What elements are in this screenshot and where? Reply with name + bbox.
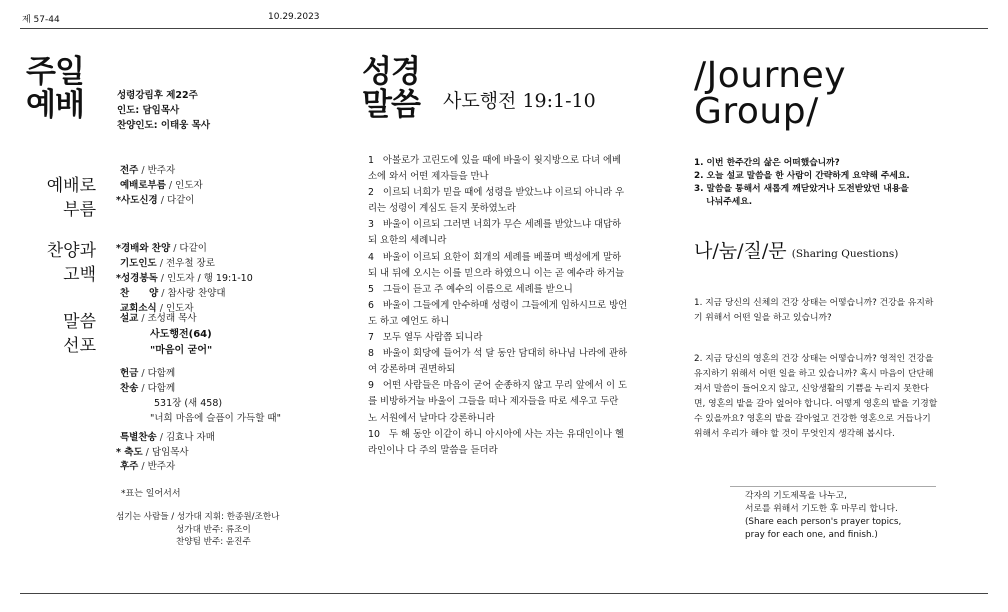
question-line: 져서 말씀이 들어오지 않고, 신앙생활의 기쁨을 누리지 못한다 <box>694 384 929 394</box>
order-praise-list <box>116 241 253 316</box>
servers-band: 찬양팀 반주: 윤진주 <box>176 537 251 547</box>
question-line: 1. 지금 당신의 신체의 건강 상태는 어떻습니까? 건강을 유지하 <box>694 298 934 308</box>
order-item: 찬 양 / 참사랑 찬양대 <box>120 288 226 299</box>
order-item: *경배와 찬양 / 다같이 <box>116 243 207 254</box>
order-item: 특별찬송 / 김효나 자매 <box>120 432 215 443</box>
order-item-who: 다같이 <box>179 243 207 254</box>
worship-info <box>117 88 210 133</box>
scripture-line: 도 하고 예언도 하니 <box>368 315 450 327</box>
scripture-line: 되 요한의 세례니라 <box>368 235 447 247</box>
scripture-line: 5 그들이 듣고 주 예수의 이름으로 세례를 받으니 <box>368 283 573 295</box>
prayer-block <box>745 490 901 542</box>
preacher: 조성래 목사 <box>147 313 197 324</box>
scripture-line: 라인이나 다 주의 말씀을 듣더라 <box>368 444 498 456</box>
prayer-line: (Share each person's prayer topics, <box>745 517 902 527</box>
servers-conductor: 성가대 지휘: 한종원/조한나 <box>176 512 280 522</box>
hymn-number: 531장 (새 458) <box>154 398 223 409</box>
section-label-praise <box>30 239 96 287</box>
intro-question: 2. 오늘 설교 말씀을 한 사람이 간략하게 요약해 주세요. <box>694 171 910 181</box>
scripture-line: 노 서원에서 날마다 강론하니라 <box>368 412 495 424</box>
issue-date: 10.29.2023 <box>268 12 320 22</box>
hymn-label: 찬송 <box>120 383 139 394</box>
order-item-who: 인도자 / 행 19:1-10 <box>166 273 253 284</box>
scripture-line: 6 바울이 그들에게 안수하매 성령이 그들에게 임하시므로 방언 <box>368 299 628 311</box>
sharing-title: 나/눔/질/문 <box>694 240 787 262</box>
scripture-title-line1: 성경 <box>362 54 420 90</box>
question-line: 위해서 우리가 해야 할 것이 무엇인지 생각해 봅시다. <box>694 429 895 439</box>
scripture-line: 2 이르되 너희가 믿을 때에 성령을 받았느냐 이르되 아니라 우 <box>368 187 625 199</box>
order-item-name: *성경봉독 <box>116 273 158 284</box>
section-word-line2: 선포 <box>63 336 96 356</box>
worship-title-line1: 주일 <box>26 54 84 90</box>
journey-title-line2: Group/ <box>694 91 819 132</box>
order-item-name: 예배로부름 <box>120 180 166 191</box>
question-line: 수 있을까요? 영혼의 밭을 갈아엎고 건강한 영혼으로 거듭나기 <box>694 414 931 424</box>
issue-number: 제 57-44 <box>22 15 60 25</box>
order-item: 기도인도 / 전우철 장로 <box>120 258 215 269</box>
top-rule <box>20 28 988 29</box>
offering-hymn-block <box>120 366 281 426</box>
section-call-line1: 예배로 <box>46 176 96 196</box>
order-item-who: 전우철 장로 <box>165 258 215 269</box>
order-item-name: 전주 <box>120 165 139 176</box>
sharing-header <box>694 236 898 263</box>
servers-line <box>116 511 279 524</box>
scripture-line: 를 비방하거늘 바울이 그들을 떠나 제자들을 따로 세우고 두란 <box>368 396 619 408</box>
scripture-line: 8 바울이 회당에 들어가 석 달 동안 담대히 하나님 나라에 관하 <box>368 348 628 360</box>
scripture-text <box>368 153 643 459</box>
worship-title-line2: 예배 <box>26 87 84 123</box>
order-item-who: 반주자 <box>147 461 176 472</box>
sermon-block <box>120 311 212 359</box>
question-line: 2. 지금 당신의 영혼의 건강 상태는 어떻습니까? 영적인 건강을 <box>694 354 934 364</box>
hymn-name: "너희 마음에 슬픔이 가득할 때" <box>150 413 281 424</box>
prayer-line: 서로를 위해서 기도한 후 마무리 합니다. <box>745 504 898 514</box>
order-item-who: 다같이 <box>166 195 195 206</box>
scripture-line: 10 두 해 동안 이같이 하니 아시아에 사는 자는 유대인이나 헬 <box>368 428 624 440</box>
bottom-rule <box>20 593 988 594</box>
prayer-divider <box>730 486 936 487</box>
order-item-who: 참사랑 찬양대 <box>167 288 226 299</box>
scripture-title <box>362 56 420 122</box>
scripture-line: 리는 성령이 계심도 듣지 못하였노라 <box>368 203 516 215</box>
sermon-line: 설교 / 조성래 목사 <box>120 313 197 324</box>
sharing-subtitle: (Sharing Questions) <box>791 248 899 260</box>
question-line: 기 위해서 어떤 일을 하고 있습니까? <box>694 313 832 323</box>
section-word-line1: 말씀 <box>63 312 96 332</box>
order-item: *사도신경 / 다같이 <box>116 195 195 206</box>
prayer-line: pray for each one, and finish.) <box>745 530 878 540</box>
intro-question: 1. 이번 한주간의 삶은 어떠했습니까? <box>694 158 840 168</box>
order-item: 예배로부름 / 인도자 <box>120 180 203 191</box>
section-label-word <box>34 310 96 358</box>
order-item: *성경봉독 / 인도자 / 행 19:1-10 <box>116 273 253 284</box>
order-item-who: 인도자 <box>175 180 203 191</box>
hymn-line: 찬송 / 다함께 <box>120 383 176 394</box>
journey-intro <box>694 157 910 209</box>
standing-note: *표는 일어서서 <box>121 489 181 499</box>
order-item-name: *경배와 찬양 <box>116 243 171 254</box>
offering-who: 다함께 <box>147 368 176 379</box>
scripture-title-line2: 말씀 <box>362 87 420 123</box>
scripture-line: 9 어떤 사람들은 마음이 굳어 순종하지 않고 무리 앞에서 이 도 <box>368 380 628 392</box>
scripture-line: 3 바울이 이르되 그러면 너희가 무슨 세례를 받았느냐 대답하 <box>368 219 622 231</box>
scripture-line: 1 아볼로가 고린도에 있을 때에 바울이 윗지방으로 다녀 에베 <box>368 155 622 166</box>
scripture-line: 4 바울이 이르되 요한이 회개의 세례를 베풀며 백성에게 말하 <box>368 251 622 263</box>
order-item-who: 반주자 <box>147 165 176 176</box>
closing-list <box>116 431 215 475</box>
offering-line: 헌금 / 다함께 <box>120 368 176 379</box>
servers-accompanist: 성가대 반주: 류조이 <box>176 524 251 535</box>
offering-label: 헌금 <box>120 368 139 379</box>
order-item-name: 기도인도 <box>120 258 157 269</box>
sermon-passage: 사도행전(64) <box>150 329 212 340</box>
scripture-line: 7 모두 열두 사람쯤 되니라 <box>368 332 483 344</box>
order-item-who: 담임목사 <box>151 446 189 458</box>
order-item-name: 특별찬송 <box>120 432 157 443</box>
order-item: 전주 / 반주자 <box>120 165 176 176</box>
scripture-reference: 사도행전 19:1-10 <box>443 90 596 112</box>
hymn-who: 다함께 <box>147 383 176 394</box>
section-label-call <box>34 174 96 222</box>
order-item-name: * 축도 <box>116 446 143 458</box>
journey-title <box>694 55 847 132</box>
sharing-question-1 <box>694 296 933 326</box>
scripture-line: 되 내 뒤에 오시는 이를 믿으라 하였으니 이는 곧 예수라 하거늘 <box>368 267 625 279</box>
scripture-line: 여 강론하며 권면하되 <box>368 364 456 376</box>
order-item-name: 찬 양 <box>120 288 159 299</box>
intro-question: 나눠주세요. <box>694 197 753 207</box>
servers-block <box>116 511 279 549</box>
order-call-list <box>116 163 203 208</box>
worship-leader: 인도: 담임목사 <box>117 105 180 116</box>
servers-label: 섬기는 사람들 / <box>116 512 175 522</box>
order-item: * 축도 / 담임목사 <box>116 446 189 458</box>
order-item-name: 교회소식 <box>120 303 157 314</box>
journey-title-line1: /Journey <box>694 55 847 96</box>
sermon-label: 설교 <box>120 313 139 324</box>
question-line: 면, 영혼의 밭을 갈아 엎어야 합니다. 어떻게 영혼의 밭을 기경할 <box>694 399 938 409</box>
order-item-who: 김효나 자매 <box>165 432 215 443</box>
order-item-name: 후주 <box>120 461 139 472</box>
section-call-line2: 부름 <box>63 200 96 220</box>
section-praise-line2: 고백 <box>63 265 96 285</box>
order-item-who: 인도자 <box>165 303 194 314</box>
prayer-line: 각자의 기도제목을 나누고, <box>745 491 847 501</box>
question-line: 유지하기 위해서 어떤 일을 하고 있습니까? 혹시 마음이 단단해 <box>694 369 934 379</box>
worship-title <box>26 56 84 122</box>
section-praise-line1: 찬양과 <box>46 241 96 261</box>
song-leader: 찬양인도: 이태웅 목사 <box>117 120 211 131</box>
order-item: 후주 / 반주자 <box>120 461 176 472</box>
scripture-line: 소에 와서 어떤 제자들을 만나 <box>368 171 489 183</box>
sharing-question-2 <box>694 352 937 442</box>
order-item-name: *사도신경 <box>116 195 158 206</box>
liturgical-season: 성령강림후 제22주 <box>117 90 198 101</box>
order-item: 교회소식 / 인도자 <box>120 303 194 314</box>
sermon-title: "마음이 굳어" <box>150 345 213 356</box>
intro-question: 3. 말씀을 통해서 새롭게 깨닫았거나 도전받았던 내용을 <box>694 184 909 194</box>
